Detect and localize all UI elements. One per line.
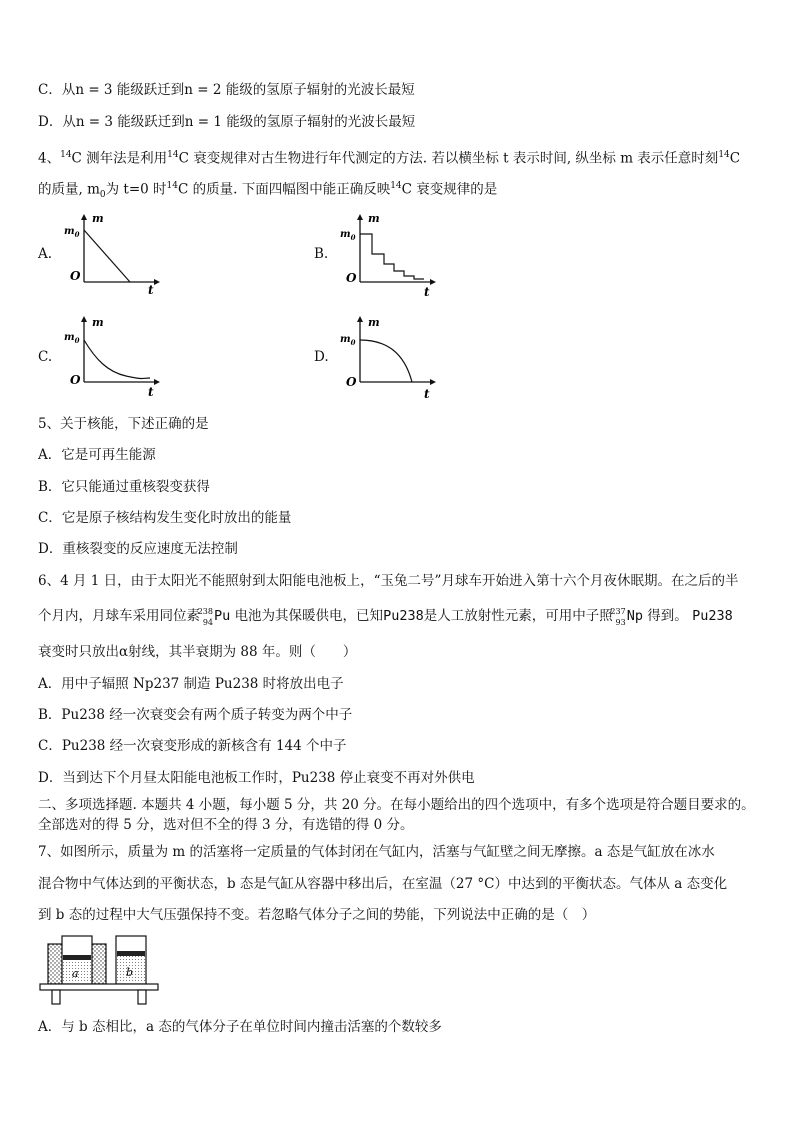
q4-stem-line2 (38, 176, 764, 205)
state-b-label: b (126, 966, 134, 979)
table-leg (138, 990, 146, 1004)
axis-m0-label: $m_0$ (340, 229, 356, 242)
x-arrow-icon (430, 379, 436, 385)
section2-heading-line2: 全部选对的得 5 分，选对但不全的得 3 分，有选错的得 0 分。 (38, 817, 414, 833)
decay-curve (360, 234, 424, 279)
origin-label: O (70, 373, 81, 387)
q4-graph-c (62, 312, 162, 398)
q4-text-6: C 的质量. 下面四幅图中能正确反映 (178, 181, 391, 198)
decay-curve (84, 230, 130, 282)
q4-graph-a-label: A. (38, 246, 53, 262)
q4-text-7: C 衰变规律的是 (401, 181, 498, 198)
q4-stem-line1 (38, 145, 764, 169)
q6-text-a: 个月内，月球车采用同位素 (38, 608, 200, 624)
q3-option-c: C．从n = 3 能级跃迁到n = 2 能级的氢原子辐射的光波长最短 (38, 82, 415, 98)
m0-subscript: 0 (99, 190, 106, 201)
q6-text-b: 电池为其保暖供电，已知 (234, 608, 384, 624)
q5-option-c: C．它是原子核结构发生变化时放出的能量 (38, 510, 292, 526)
axis-t-label: t (148, 283, 154, 296)
axis-m0-label: $m_0$ (64, 226, 80, 239)
y-arrow-icon (81, 214, 87, 220)
origin-label: O (70, 269, 81, 283)
q7-stem-line2: 混合物中气体达到的平衡状态，b 态是气缸从容器中移出后，在室温（27 °C）中达到的平衡状态。气体从 a 态变化 (38, 876, 728, 892)
axis-t-label: t (424, 387, 430, 400)
pu-symbol: Pu (214, 608, 231, 624)
q6-stem-line2 (38, 604, 764, 628)
axis-m0-label: $m_0$ (340, 334, 356, 347)
q4-graph-b-label: B. (314, 246, 329, 262)
axis-t-label: t (424, 285, 430, 298)
c14-superscript: 14 (718, 150, 730, 160)
origin-label: O (346, 271, 357, 285)
axis-m0-label: $m_0$ (64, 332, 80, 345)
axis-m-label: m (368, 212, 380, 225)
q4-graph-c-label: C. (38, 349, 53, 365)
q5-option-b: B．它只能通过重核裂变获得 (38, 479, 210, 495)
axis-m-label: m (92, 212, 104, 225)
c14-superscript: 14 (166, 181, 178, 191)
pu238-label: Pu238 (692, 608, 733, 624)
q4-graph-d-label: D. (314, 349, 329, 365)
q6-text-c: 是人工放射性元素，可用中子照 (423, 608, 613, 624)
q5-stem: 5、关于核能，下述正确的是 (38, 416, 209, 432)
origin-label: O (346, 375, 357, 389)
c14-superscript: 14 (60, 150, 72, 160)
q3-option-d: D．从n = 3 能级跃迁到n = 1 能级的氢原子辐射的光波长最短 (38, 114, 416, 130)
y-arrow-icon (81, 316, 87, 322)
q7-option-a: A．与 b 态相比，a 态的气体分子在单位时间内撞击活塞的个数较多 (38, 1019, 442, 1035)
q4-graph-d (338, 312, 438, 400)
axis-t-label: t (148, 385, 154, 398)
section2-heading-line1: 二、多项选择题. 本题共 4 小题，每小题 5 分，共 20 分。在每小题给出的四个选项中，有多个选项是符合题目要求的。 (38, 797, 755, 813)
q6-option-d: D．当到达下个月昼太阳能电池板工作时，Pu238 停止衰变不再对外供电 (38, 770, 475, 786)
q4-text-2: C 衰变规律对古生物进行年代测定的方法. 若以横坐标 t 表示时间, 纵坐标 m 表示任意时刻 (178, 150, 719, 167)
x-arrow-icon (154, 379, 160, 385)
y-arrow-icon (357, 316, 363, 322)
decay-curve (84, 340, 150, 379)
axis-m-label: m (368, 316, 380, 329)
q5-option-a: A．它是可再生能源 (38, 447, 156, 463)
y-arrow-icon (357, 214, 363, 220)
q7-stem-line1: 7、如图所示，质量为 m 的活塞将一定质量的气体封闭在气缸内，活塞与气缸壁之间无摩擦。a 态是气缸放在冰水 (38, 844, 715, 860)
state-a-label: a (72, 967, 79, 980)
q6-option-a: A．用中子辐照 Np237 制造 Pu238 时将放出电子 (38, 676, 344, 692)
pu-isotope-notation: 238 94 (197, 606, 213, 627)
table-top (40, 984, 158, 990)
q6-text-d: 得到。 (647, 608, 688, 624)
np-isotope-notation: 237 93 (610, 606, 626, 627)
piston-b (117, 951, 145, 956)
c14-superscript: 14 (390, 181, 402, 191)
q4-graph-b (338, 210, 438, 298)
q4-text-4: 的质量, m (38, 181, 100, 198)
q4-text-5: 为 t=0 时 (105, 181, 167, 198)
np-symbol: Np (626, 608, 643, 624)
c14-superscript: 14 (167, 150, 179, 160)
pu238-label: Pu238 (383, 608, 424, 624)
q5-option-d: D．重核裂变的反应速度无法控制 (38, 541, 238, 557)
piston-a (63, 955, 91, 960)
q4-number: 4、 (38, 150, 61, 167)
axis-m-label: m (92, 316, 104, 329)
q6-stem-line1: 6、4 月 1 日，由于太阳光不能照射到太阳能电池板上，“玉兔二号”月球车开始进入第十六个月夜休眠期。在之后的半 (38, 573, 739, 589)
x-arrow-icon (430, 279, 436, 285)
q6-option-b: B．Pu238 经一次衰变会有两个质子转变为两个中子 (38, 707, 353, 723)
table-leg (52, 990, 60, 1004)
x-arrow-icon (154, 279, 160, 285)
q4-text-1: C 测年法是利用 (71, 150, 168, 167)
q7-apparatus-figure (38, 934, 162, 1006)
q7-stem-line3: 到 b 态的过程中大气压强保持不变。若忽略气体分子之间的势能，下列说法中正确的是（ ） (38, 907, 596, 923)
q6-stem-line3: 衰变时只放出α射线，其半衰期为 88 年。则（ ） (38, 644, 357, 660)
q4-graph-a (62, 210, 162, 296)
q6-option-c: C．Pu238 经一次衰变形成的新核含有 144 个中子 (38, 738, 347, 754)
decay-curve (360, 340, 412, 382)
q4-text-3: C (729, 150, 741, 167)
